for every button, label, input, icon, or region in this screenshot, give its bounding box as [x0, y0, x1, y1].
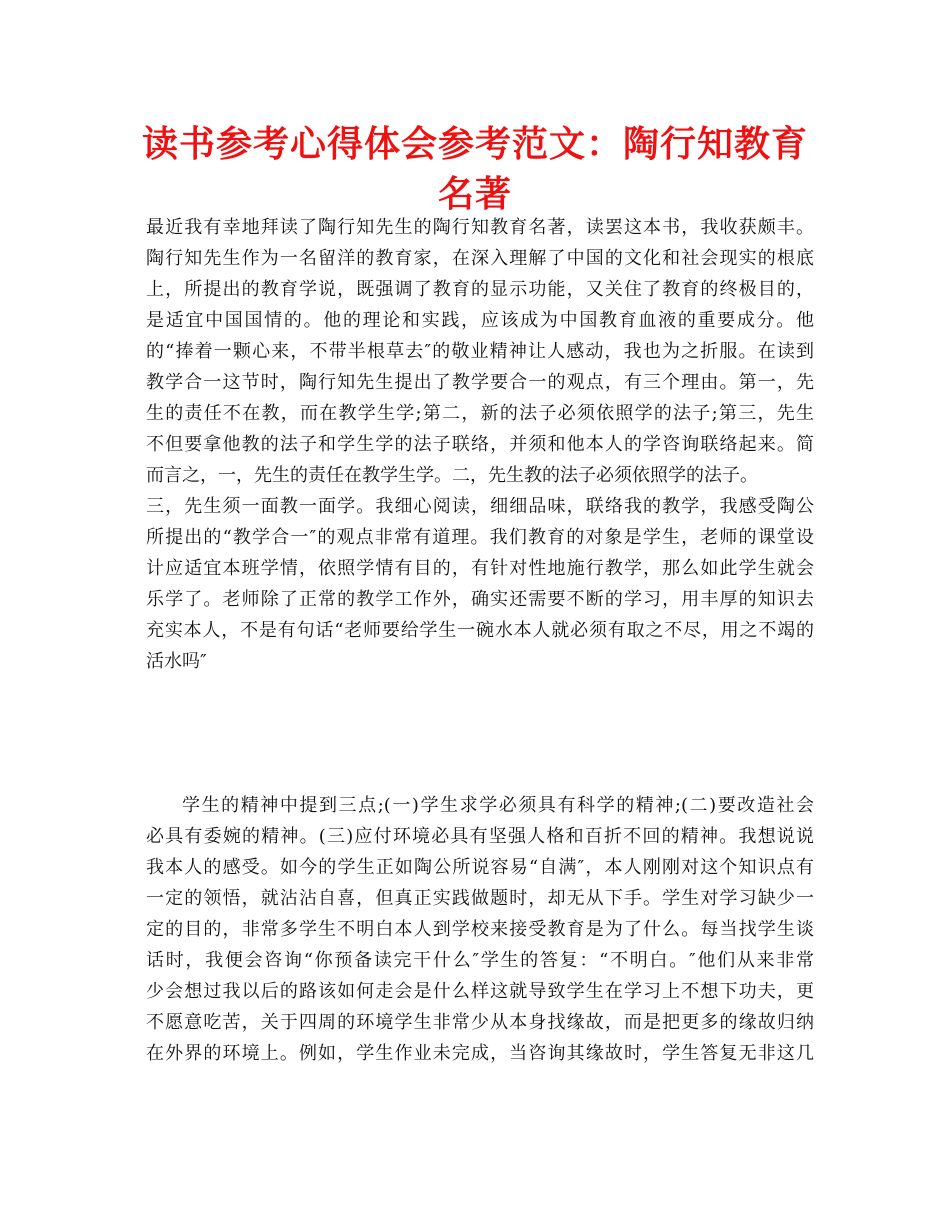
title-line-1: 读书参考心得体会参考范文：陶行知教育	[141, 124, 808, 165]
paragraph-line: 学生的精神中提到三点;(一)学生求学必须具有科学的精神;(二)要改造社会	[182, 795, 814, 816]
paragraph-2	[146, 790, 814, 1069]
paragraph-line: 少会想过我以后的路该如何走会是什么样这就导致学生在学习上不想下功夫，更	[146, 981, 814, 1002]
paragraph-line: 上，所提出的教育学说，既强调了教育的显示功能，又关住了教育的终极目的，	[146, 279, 814, 300]
document-title	[100, 120, 850, 220]
title-line-2: 名著	[437, 174, 512, 215]
paragraph-line: 生的责任不在教，而在教学生学;第二，新的法子必须依照学的法子;第三，先生	[146, 403, 814, 424]
paragraph-line: 所提出的“教学合一″的观点非常有道理。我们教育的对象是学生，老师的课堂设	[146, 527, 814, 548]
paragraph-line: 在外界的环境上。例如，学生作业未完成，当咨询其缘故时，学生答复无非这几	[146, 1043, 814, 1064]
paragraph-line: 定的目的，非常多学生不明白本人到学校来接受教育是为了什么。每当找学生谈	[146, 919, 814, 940]
paragraph-line: 充实本人，不是有句话“老师要给学生一碗水本人就必须有取之不尽，用之不竭的	[146, 620, 814, 641]
paragraph-line: 三，先生须一面教一面学。我细心阅读，细细品味，联络我的教学，我感受陶公	[146, 496, 814, 517]
paragraph-line: 我本人的感受。如今的学生正如陶公所说容易“自满″，本人刚刚对这个知识点有	[146, 857, 814, 878]
paragraph-line: 乐学了。老师除了正常的教学工作外，确实还需要不断的学习，用丰厚的知识去	[146, 589, 814, 610]
paragraph-line: 最近我有幸地拜读了陶行知先生的陶行知教育名著，读罢这本书，我收获颇丰。	[146, 217, 814, 238]
paragraph-line: 而言之，一，先生的责任在教学生学。二，先生教的法子必须依照学的法子。	[146, 465, 758, 486]
paragraph-line: 计应适宜本班学情，依照学情有目的，有针对性地施行教学，那么如此学生就会	[146, 558, 814, 579]
paragraph-line: 活水吗″	[146, 651, 207, 672]
paragraph-line: 教学合一这节时，陶行知先生提出了教学要合一的观点，有三个理由。第一，先	[146, 372, 814, 393]
paragraph-line: 一定的领悟，就沾沾自喜，但真正实践做题时，却无从下手。学生对学习缺少一	[146, 888, 814, 909]
paragraph-line: 不愿意吃苦，关于四周的环境学生非常少从本身找缘故，而是把更多的缘故归纳	[146, 1012, 814, 1033]
paragraph-1	[146, 212, 814, 677]
paragraph-line: 不但要拿他教的法子和学生学的法子联络，并须和他本人的学咨询联络起来。简	[146, 434, 814, 455]
paragraph-line: 必具有委婉的精神。(三)应付环境必具有坚强人格和百折不回的精神。我想说说	[146, 826, 814, 847]
paragraph-line: 话时，我便会咨询“你预备读完干什么″学生的答复：“不明白。″他们从来非常	[146, 950, 814, 971]
paragraph-line: 陶行知先生作为一名留洋的教育家，在深入理解了中国的文化和社会现实的根底	[146, 248, 814, 269]
paragraph-line: 是适宜中国国情的。他的理论和实践，应该成为中国教育血液的重要成分。他	[146, 310, 814, 331]
paragraph-line: 的“捧着一颗心来，不带半根草去″的敬业精神让人感动，我也为之折服。在读到	[146, 341, 814, 362]
